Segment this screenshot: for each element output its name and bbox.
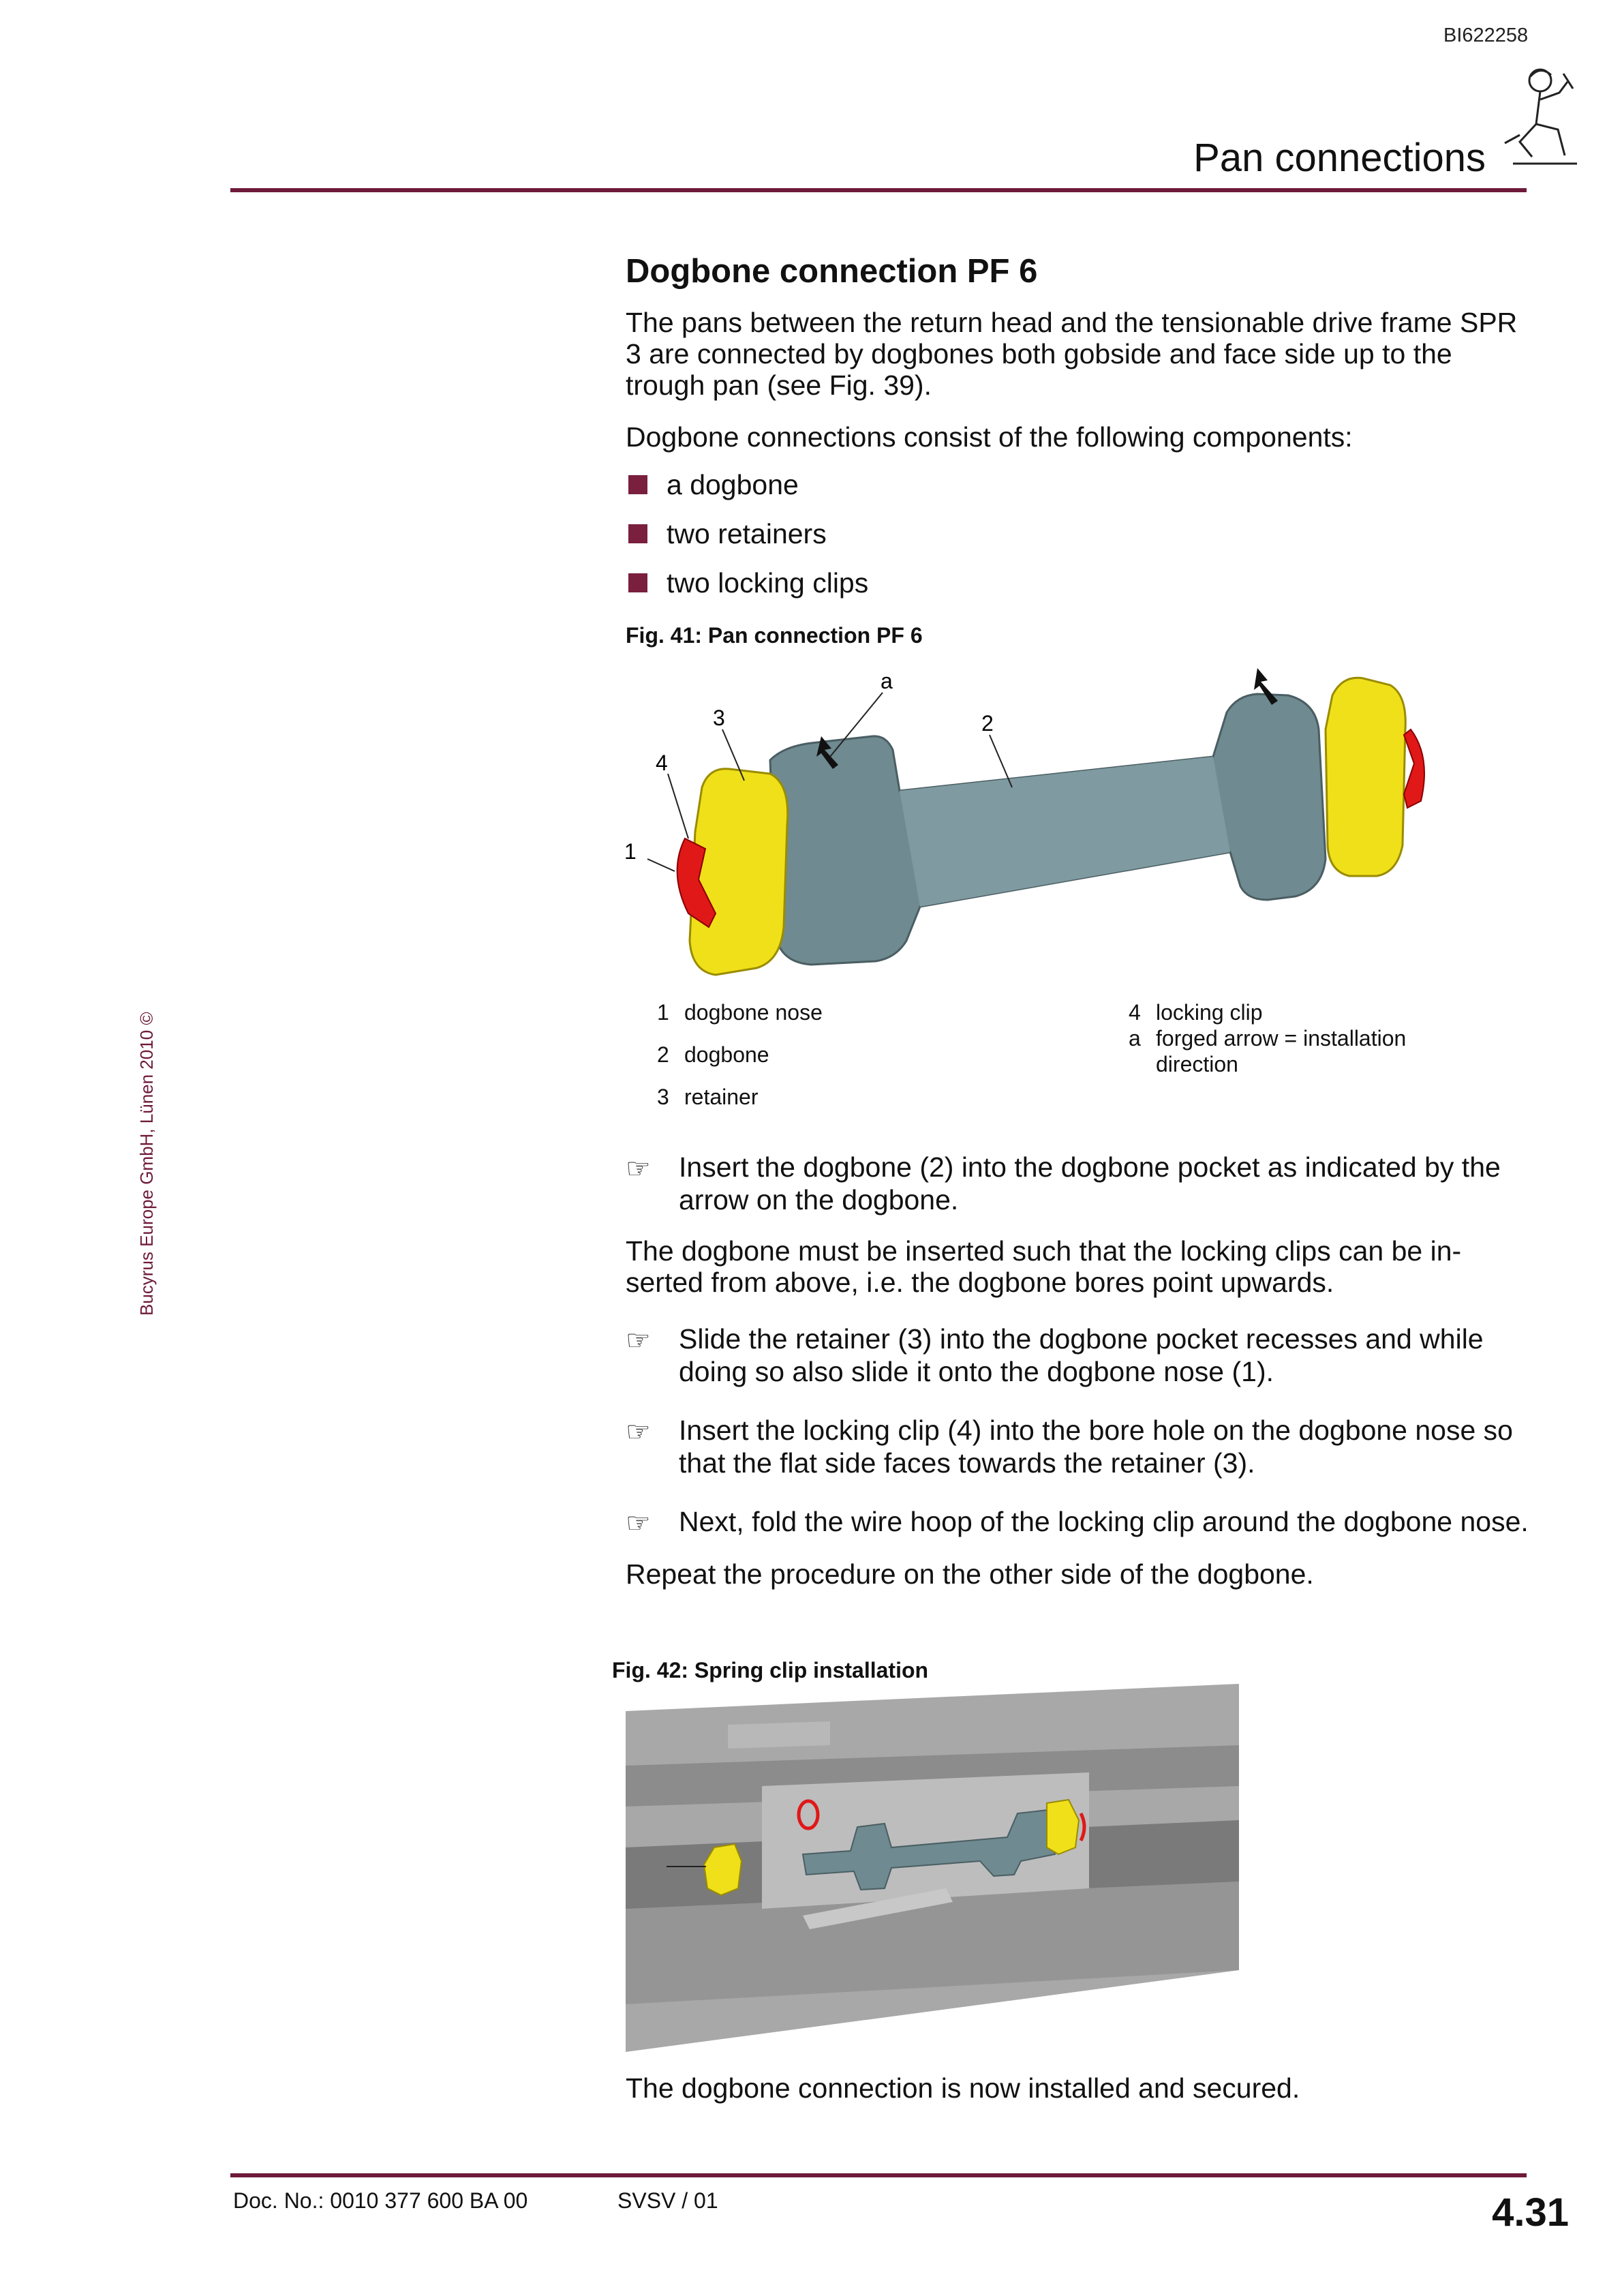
- pointing-hand-icon: ☞: [626, 1325, 651, 1356]
- page-heading: Dogbone connection PF 6: [626, 253, 1038, 290]
- dogbone-figure: [613, 654, 1499, 1009]
- locking-clip-right: [1404, 729, 1424, 808]
- legend-item: 1 dogbone nose: [657, 1000, 823, 1025]
- document-version: SVSV / 01: [617, 2188, 718, 2213]
- retainer-right: [1326, 678, 1405, 876]
- final-paragraph: The dogbone connection is now installed and secured.: [626, 2072, 1300, 2104]
- legend-item: 4 locking clip: [1129, 1000, 1263, 1025]
- copyright-note: Bucyrus Europe GmbH, Lünen 2010 ©: [136, 1012, 157, 1316]
- spring-clip-figure: [626, 1684, 1239, 2052]
- section-title: Pan connections: [1193, 136, 1486, 180]
- callout-label: a: [881, 669, 893, 693]
- bullet-square-icon: [628, 524, 647, 543]
- page-number: 4.31: [1492, 2190, 1569, 2235]
- header-rule: [230, 188, 1527, 192]
- callout-label: 1: [624, 839, 637, 864]
- components-intro: Dogbone connections consist of the following components:: [626, 421, 1353, 453]
- retainer-left: [690, 769, 788, 975]
- note-paragraph: The dogbone must be inserted such that the locking clips can be in- serted from above, i.e. the dogbone bores point upwards.: [626, 1235, 1462, 1298]
- list-item: two locking clips: [626, 567, 1532, 599]
- worker-mascot-icon: [1493, 61, 1588, 170]
- document-number: Doc. No.: 0010 377 600 BA 00: [233, 2188, 528, 2213]
- instruction-step: ☞ Slide the retainer (3) into the dogbone pocket recesses and while doing so also slide it onto the dogbone nose (1).: [626, 1323, 1484, 1387]
- footer-rule: [230, 2173, 1527, 2177]
- figure-caption: Fig. 42: Spring clip installation: [612, 1658, 929, 1682]
- list-item: two retainers: [626, 518, 1532, 549]
- callout-label: 3: [713, 706, 725, 730]
- legend-item: a forged arrow = installation direction: [1129, 1026, 1407, 1076]
- legend-item: 2 dogbone: [657, 1042, 769, 1067]
- callout-label: 4: [656, 751, 668, 775]
- list-item: a dogbone: [626, 469, 1532, 500]
- callout-label: 2: [981, 711, 994, 736]
- legend-item: 3 retainer: [657, 1085, 759, 1109]
- pointing-hand-icon: ☞: [626, 1416, 651, 1447]
- bullet-square-icon: [628, 573, 647, 592]
- intro-paragraph: The pans between the return head and the tensionable drive frame SPR 3 are connected by dogbones both gobside and face side up to the trough pan (see Fig. 39).: [626, 307, 1518, 401]
- pointing-hand-icon: ☞: [626, 1153, 651, 1184]
- pointing-hand-icon: ☞: [626, 1507, 651, 1539]
- figure-caption: Fig. 41: Pan connection PF 6: [626, 623, 923, 648]
- instruction-step: ☞ Insert the dogbone (2) into the dogbone pocket as indicated by the arrow on the dogbone.: [626, 1151, 1501, 1215]
- bullet-square-icon: [628, 475, 647, 494]
- instruction-step: ☞ Next, fold the wire hoop of the locking clip around the dogbone nose.: [626, 1506, 1529, 1539]
- repeat-paragraph: Repeat the procedure on the other side of the dogbone.: [626, 1558, 1314, 1590]
- dogbone-shape: [716, 694, 1401, 965]
- instruction-step: ☞ Insert the locking clip (4) into the bore hole on the dogbone nose so that the flat side faces towards the retainer (3).: [626, 1415, 1513, 1479]
- document-id: BI622258: [1443, 25, 1529, 46]
